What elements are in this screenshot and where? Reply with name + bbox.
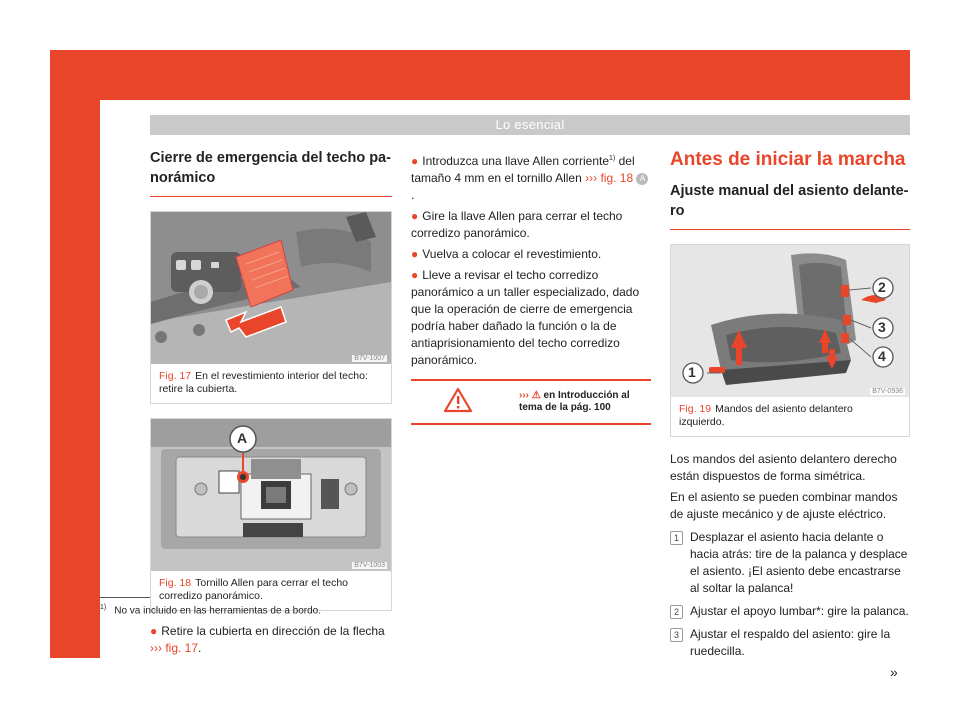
ref-arrows: ››› bbox=[150, 641, 162, 655]
figure-19-image bbox=[671, 245, 909, 397]
section-title-line-2: norámico bbox=[150, 170, 216, 186]
continue-mark: » bbox=[890, 664, 898, 680]
bullet-dot: ● bbox=[411, 209, 419, 223]
seat-controls-illustration bbox=[671, 245, 909, 397]
figure-19-caption-text: Mandos del asiento delantero izquierdo. bbox=[679, 403, 853, 428]
fig-17-link[interactable]: fig. 17 bbox=[165, 641, 199, 655]
bullet-remove-cover-text: Retire la cubierta en dirección de la flecha bbox=[161, 624, 385, 638]
figure-19-code: B7V-0936 bbox=[872, 388, 903, 395]
bullet-dot: ● bbox=[411, 154, 419, 168]
bullet-workshop bbox=[411, 267, 651, 369]
figure-18-image bbox=[151, 419, 391, 571]
middle-column bbox=[411, 150, 651, 425]
ref-arrows: ››› bbox=[585, 171, 598, 185]
bullet-dot: ● bbox=[150, 624, 158, 638]
seat-item-1 bbox=[670, 529, 910, 597]
figure-19-number: Fig. 19 bbox=[679, 403, 712, 415]
section-title-line-2: ro bbox=[670, 203, 685, 219]
paragraph-symmetric: Los mandos del asiento delantero derecho están dispuestos de forma simétrica. bbox=[670, 452, 897, 483]
figure-17-image bbox=[151, 212, 391, 364]
figure-18-number: Fig. 18 bbox=[159, 577, 192, 589]
figure-18-caption-text: Tornillo Allen para cerrar el techo corredizo panorámico. bbox=[159, 577, 349, 602]
left-column bbox=[150, 140, 392, 661]
allen-screw-illustration bbox=[151, 419, 391, 571]
section-title-seat-adjust bbox=[670, 181, 910, 230]
bullet-dot: ● bbox=[411, 247, 419, 261]
figure-18-code: B7V-1003 bbox=[354, 562, 385, 569]
warning-link-text: en Introducción al tema de la pág. 100 bbox=[519, 390, 630, 413]
sentence-end: . bbox=[411, 188, 415, 202]
seat-item-1-text: Desplazar el asiento hacia delante o hacia atrás: tire de la palanca y desplace el asiento. ¡El asiento debe encastrarse al soltar la palanca! bbox=[690, 530, 908, 595]
bullet-insert-key-text: Introduzca una llave Allen corriente bbox=[422, 154, 610, 168]
section-title-line-1: Cierre de emergencia del techo pa- bbox=[150, 150, 391, 166]
footnote bbox=[100, 604, 321, 616]
bullet-turn-key-text: Gire la llave Allen para cerrar el techo corredizo panorámico. bbox=[411, 209, 623, 240]
figure-19 bbox=[670, 244, 910, 437]
bullet-turn-key bbox=[411, 208, 651, 242]
manual-page bbox=[100, 100, 910, 680]
seat-item-3-text: Ajustar el respaldo del asiento: gire la ruedecilla. bbox=[690, 627, 891, 658]
bullet-insert-key bbox=[411, 150, 651, 204]
seat-item-2 bbox=[670, 603, 910, 620]
item-number-badge: 1 bbox=[670, 531, 683, 545]
warning-text[interactable] bbox=[519, 390, 649, 414]
page-number: 15 bbox=[880, 616, 891, 626]
paragraph-combined-controls: En el asiento se pueden combinar mandos de ajuste mecánico y de ajuste eléctrico. bbox=[670, 490, 898, 521]
bullet-dot: ● bbox=[411, 268, 419, 282]
warning-triangle-icon bbox=[443, 387, 473, 413]
chapter-title: Antes de iniciar la marcha bbox=[670, 149, 906, 170]
warning-mini-icon: ⚠ bbox=[531, 390, 541, 401]
callout-3: 3 bbox=[878, 319, 886, 335]
page-frame bbox=[50, 50, 910, 680]
seat-item-2-text: Ajustar el apoyo lumbar*: gire la palanca. bbox=[690, 604, 909, 618]
footnote-text: No va incluido en las herramientas de a bordo. bbox=[114, 605, 322, 617]
bullet-insert-key-text-2: del tamaño 4 mm en el tornillo Allen bbox=[411, 154, 635, 185]
figure-18-callout-a: A bbox=[237, 430, 248, 446]
figure-17-caption bbox=[151, 364, 391, 403]
footnote-mark: 1) bbox=[100, 604, 107, 611]
fig-18-link[interactable]: fig. 18 bbox=[600, 171, 634, 185]
figure-17 bbox=[150, 211, 392, 404]
item-number-badge: 2 bbox=[670, 605, 683, 619]
figure-18 bbox=[150, 418, 392, 611]
figure-17-code: B7V-1007 bbox=[354, 355, 385, 362]
seat-item-3 bbox=[670, 626, 910, 660]
figure-19-caption bbox=[671, 397, 909, 436]
callout-4: 4 bbox=[878, 348, 886, 364]
footnote-ref: 1) bbox=[609, 155, 616, 162]
section-title-line-1: Ajuste manual del asiento delante- bbox=[670, 183, 909, 199]
warning-box bbox=[411, 379, 651, 425]
bullet-refit-lining-text: Vuelva a colocar el revestimiento. bbox=[422, 247, 602, 261]
bullet-workshop-text: Lleve a revisar el techo corredizo panorámico a un taller especializado, dado que la operación de cierre de emergencia podría haber dañado la función o la de antiaprisionamiento del techo corredizo panorámico. bbox=[411, 268, 640, 367]
callout-2: 2 bbox=[878, 279, 886, 295]
bullet-refit-lining bbox=[411, 246, 651, 263]
roof-lining-illustration bbox=[151, 212, 391, 364]
figure-17-caption-text: En el revestimiento interior del techo: retire la cubierta. bbox=[159, 370, 368, 395]
bullet-remove-cover bbox=[150, 623, 392, 657]
footnote-rule bbox=[100, 597, 150, 598]
warning-arrows: ››› bbox=[519, 390, 529, 401]
sentence-end: . bbox=[198, 641, 202, 655]
section-title-emergency-close bbox=[150, 148, 392, 197]
callout-a-badge: A bbox=[636, 173, 648, 185]
page-header: Lo esencial bbox=[150, 115, 910, 135]
item-number-badge: 3 bbox=[670, 628, 683, 642]
right-column bbox=[670, 140, 910, 664]
callout-1: 1 bbox=[688, 364, 696, 380]
figure-17-number: Fig. 17 bbox=[159, 370, 192, 382]
